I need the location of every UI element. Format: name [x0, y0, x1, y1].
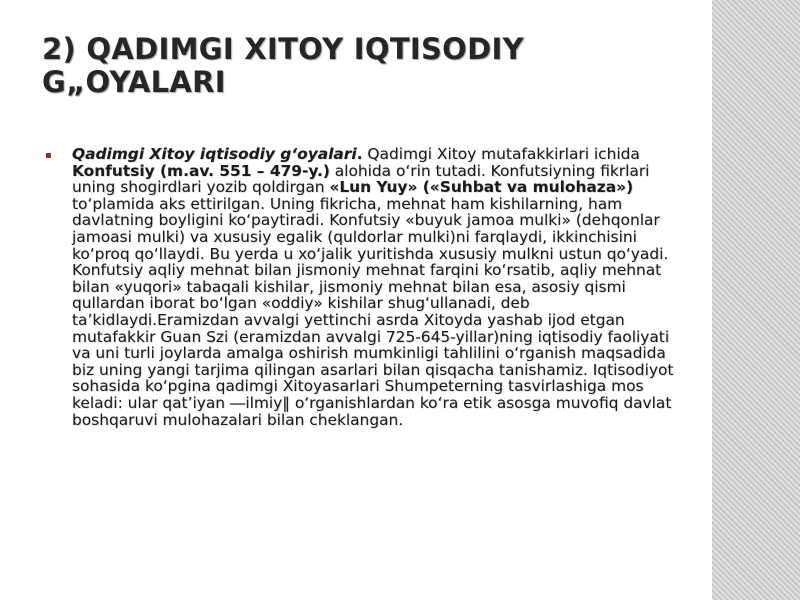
lead-phrase: Qadimgi Xitoy iqtisodiy g‘oyalari — [72, 145, 357, 163]
slide-body — [72, 146, 682, 428]
lead-period: . — [356, 145, 363, 163]
paragraph-2: Konfutsiy aqliy mehnat bilan jismoniy mehnat farqini ko‘rsatib, aqliy mehnat bilan «yuqori» tabaqali kishilar, jismoniy mehnat bilan esa, asosiy qismi qullardan iborat bo‘lgan «oddiy» kishilar shug‘ullanadi, deb ta’kidlaydi.Eramizdan avvalgi yettinchi asrda Xitoyda yashab ijod etgan mutafakkir Guan Szi (eramizdan avvalgi 725-645-yillar)ning iqtisodiy faoliyati va uni turli joylarda amalga oshirish mumkinligi tahlilini o‘rganish maqsadida biz uning yangi tarjima qilingan asarlari bilan qisqacha tanishamiz. Iqtisodiyot sohasida ko‘pgina qadimgi Xitoyasarlari Shumpeterning tasvirlashiga mos keladi: ular qat’iyan ―ilmiy‖ o‘rganishlardan ko‘ra etik asosga muvofiq davlat boshqaruvi mulohazalari bilan cheklangan. — [72, 261, 674, 429]
slide-title-line-2: G„OYALARI — [42, 65, 226, 99]
paragraph-1 — [72, 146, 682, 262]
slide-title-line-1: 2) QADIMGI XITOY IQTISODIY — [42, 32, 524, 66]
slide-title — [42, 33, 682, 99]
paragraph-1-text-c: to‘plamida aks ettirilgan. Uning fikricha, mehnat ham kishilarning, ham davlatning boyligini ko‘paytiradi. Konfutsiy «buyuk jamoa mulki» (dehqonlar jamoasi mulki) va xususiy egalik (quldorlar mulki)ni farqlaydi, ikkinchisini ko‘proq qo‘llaydi. Bu yerda u xo‘jalik yuritishda xususiy mulkni ustun qo‘yadi. — [72, 194, 669, 263]
konfutsiy-name: Konfutsiy (m.av. 551 – 479-y.) — [72, 161, 330, 180]
decorative-side-panel — [712, 0, 800, 600]
book-title: «Lun Yuy» («Suhbat va mulohaza») — [329, 178, 634, 197]
paragraph-1-text-a: Qadimgi Xitoy mutafakkirlari ichida — [362, 145, 640, 163]
paragraph-1-text-b: alohida o‘rin tutadi. Konfutsiyning fikrlari uning shogirdlari yozib qoldirgan — [72, 161, 650, 197]
bullet-icon: ▪ — [45, 150, 52, 161]
